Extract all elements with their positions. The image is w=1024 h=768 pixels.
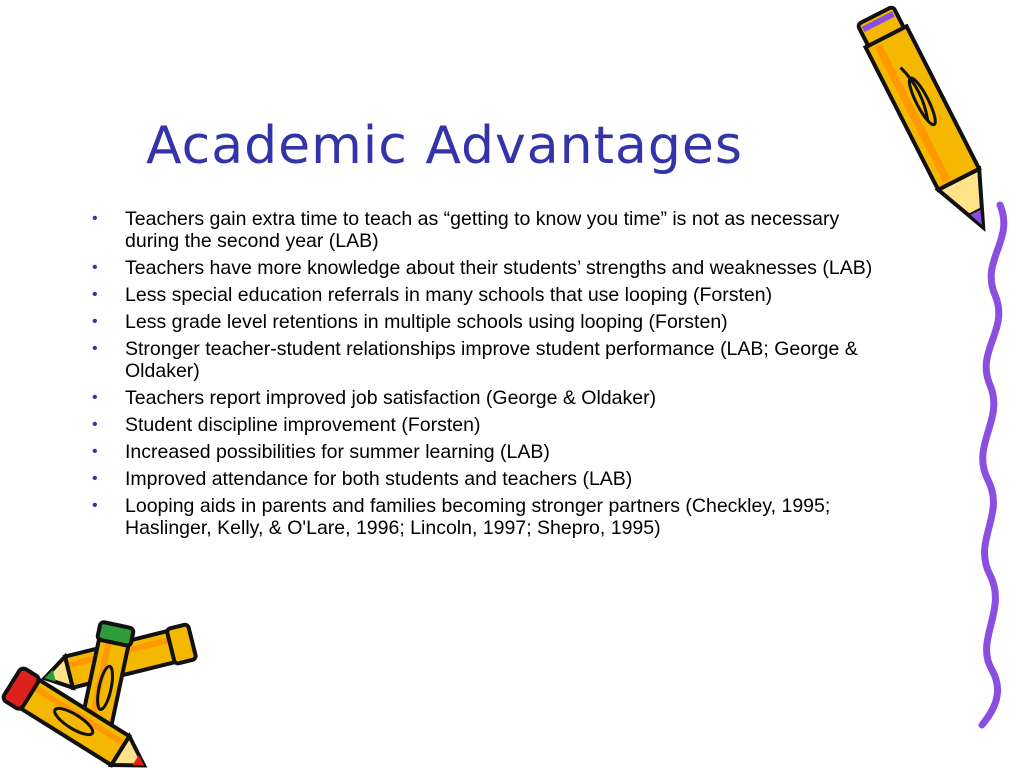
list-item bbox=[92, 208, 892, 252]
list-item-text: Less special education referrals in many schools that use looping (Forsten) bbox=[125, 284, 773, 306]
bullet-icon: • bbox=[92, 313, 98, 330]
list-item bbox=[92, 257, 892, 279]
bullet-icon: • bbox=[92, 470, 98, 487]
list-item-text: Improved attendance for both students and teachers (LAB) bbox=[125, 468, 633, 490]
list-item bbox=[92, 414, 892, 436]
list-item-text: Student discipline improvement (Forsten) bbox=[125, 414, 481, 436]
list-item-text: Teachers gain extra time to teach as “getting to know you time” is not as necessary during the second year (LAB) bbox=[125, 208, 840, 252]
crossed-pencils-icon bbox=[0, 618, 210, 768]
bullet-icon: • bbox=[92, 259, 98, 276]
list-item bbox=[92, 495, 892, 539]
list-item bbox=[92, 338, 892, 382]
list-item-text: Less grade level retentions in multiple schools using looping (Forsten) bbox=[125, 311, 728, 333]
squiggle-line-icon bbox=[960, 200, 1020, 730]
bullet-icon: • bbox=[92, 210, 98, 227]
list-item-text: Stronger teacher-student relationships improve student performance (LAB; George & Oldaker) bbox=[125, 338, 858, 382]
list-item-text: Teachers have more knowledge about their students’ strengths and weaknesses (LAB) bbox=[125, 257, 873, 279]
bullet-icon: • bbox=[92, 286, 98, 303]
list-item-text: Increased possibilities for summer learning (LAB) bbox=[125, 441, 550, 463]
list-item bbox=[92, 311, 892, 333]
list-item-text: Teachers report improved job satisfaction (George & Oldaker) bbox=[125, 387, 657, 409]
bullet-list bbox=[92, 208, 892, 544]
list-item bbox=[92, 468, 892, 490]
list-item bbox=[92, 441, 892, 463]
list-item-text: Looping aids in parents and families becoming stronger partners (Checkley, 1995; Haslinger, Kelly, & O'Lare, 1996; Lincoln, 1997; Shepro, 1995) bbox=[125, 495, 831, 539]
list-item bbox=[92, 284, 892, 306]
bullet-icon: • bbox=[92, 416, 98, 433]
bullet-icon: • bbox=[92, 497, 98, 514]
list-item bbox=[92, 387, 892, 409]
bullet-icon: • bbox=[92, 443, 98, 460]
bullet-icon: • bbox=[92, 389, 98, 406]
slide-title: Academic Advantages bbox=[146, 116, 743, 176]
bullet-icon: • bbox=[92, 340, 98, 357]
